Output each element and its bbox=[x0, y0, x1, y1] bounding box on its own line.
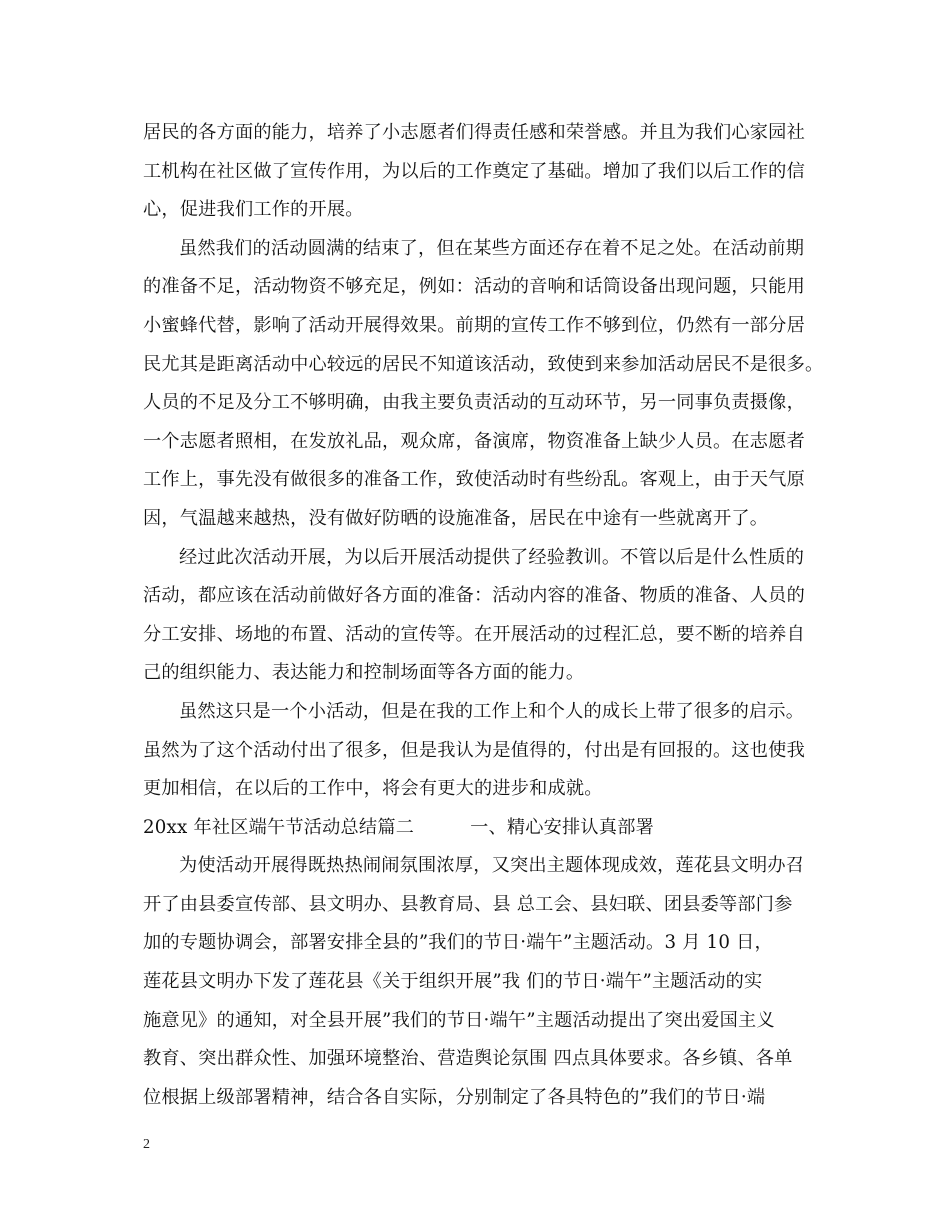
text-line: 民尤其是距离活动中心较远的居民不知道该活动，致使到来参加活动居民不是很多。 bbox=[143, 353, 824, 375]
text-line: 心，促进我们工作的开展。 bbox=[143, 199, 364, 221]
text-line: 工作上，事先没有做很多的准备工作，致使活动时有些纷乱。客观上，由于天气原 bbox=[143, 469, 805, 491]
text-line: 更加相信，在以后的工作中，将会有更大的进步和成就。 bbox=[143, 778, 603, 800]
text-line: 己的组织能力、表达能力和控制场面等各方面的能力。 bbox=[143, 662, 585, 684]
document-body bbox=[143, 114, 833, 1117]
text-line: 工机构在社区做了宣传作用，为以后的工作奠定了基础。增加了我们以后工作的信 bbox=[143, 160, 805, 182]
text-line: 因，气温越来越热，没有做好防晒的设施准备，居民在中途有一些就离开了。 bbox=[143, 507, 769, 529]
page-number: 2 bbox=[143, 1137, 150, 1152]
text-line: 莲花县文明办下发了莲花县《关于组织开展”我 们的节日·端午”主题活动的实 bbox=[143, 971, 763, 993]
section-subtitle: 一、精心安排认真部署 bbox=[470, 816, 654, 838]
text-line: 位根据上级部署精神，结合各自实际，分别制定了各具特色的”我们的节日·端 bbox=[143, 1086, 766, 1108]
text-line: 施意见》的通知，对全县开展”我们的节日·端午”主题活动提出了突出爱国主义 bbox=[143, 1009, 775, 1031]
text-line: 小蜜蜂代替，影响了活动开展得效果。前期的宣传工作不够到位，仍然有一部分居 bbox=[143, 314, 805, 336]
section-heading-line bbox=[143, 809, 833, 848]
text-line: 活动，都应该在活动前做好各方面的准备：活动内容的准备、物质的准备、人员的 bbox=[143, 585, 805, 607]
paragraph-start-line: 为使活动开展得既热热闹闹氛围浓厚，又突出主题体现成效，莲花县文明办召 bbox=[179, 855, 805, 877]
paragraph-start-line: 经过此次活动开展，为以后开展活动提供了经验教训。不管以后是什么性质的 bbox=[179, 546, 805, 568]
text-line: 加的专题协调会，部署安排全县的”我们的节日·端午”主题活动。3 月 10 日， bbox=[143, 932, 773, 954]
text-line: 一个志愿者照相，在发放礼品，观众席，备演席，物资准备上缺少人员。在志愿者 bbox=[143, 430, 805, 452]
text-line: 的准备不足，活动物资不够充足，例如：活动的音响和话筒设备出现问题，只能用 bbox=[143, 276, 805, 298]
text-line: 人员的不足及分工不够明确，由我主要负责活动的互动环节，另一同事负责摄像， bbox=[143, 392, 805, 414]
text-line: 教育、突出群众性、加强环境整治、营造舆论氛围 四点具体要求。各乡镇、各单 bbox=[143, 1048, 793, 1070]
paragraph-start-line: 虽然这只是一个小活动，但是在我的工作上和个人的成长上带了很多的启示。 bbox=[179, 700, 805, 722]
text-line: 虽然为了这个活动付出了很多，但是我认为是值得的，付出是有回报的。这也使我 bbox=[143, 739, 805, 761]
paragraph-start-line: 虽然我们的活动圆满的结束了，但在某些方面还存在着不足之处。在活动前期 bbox=[179, 237, 805, 259]
text-line: 居民的各方面的能力，培养了小志愿者们得责任感和荣誉感。并且为我们心家园社 bbox=[143, 122, 805, 143]
text-line: 开了由县委宣传部、县文明办、县教育局、县 总工会、县妇联、团县委等部门参 bbox=[143, 893, 793, 915]
text-line: 分工安排、场地的布置、活动的宣传等。在开展活动的过程汇总，要不断的培养自 bbox=[143, 623, 805, 645]
section-title: 20xx 年社区端午节活动总结篇二 bbox=[143, 816, 415, 838]
